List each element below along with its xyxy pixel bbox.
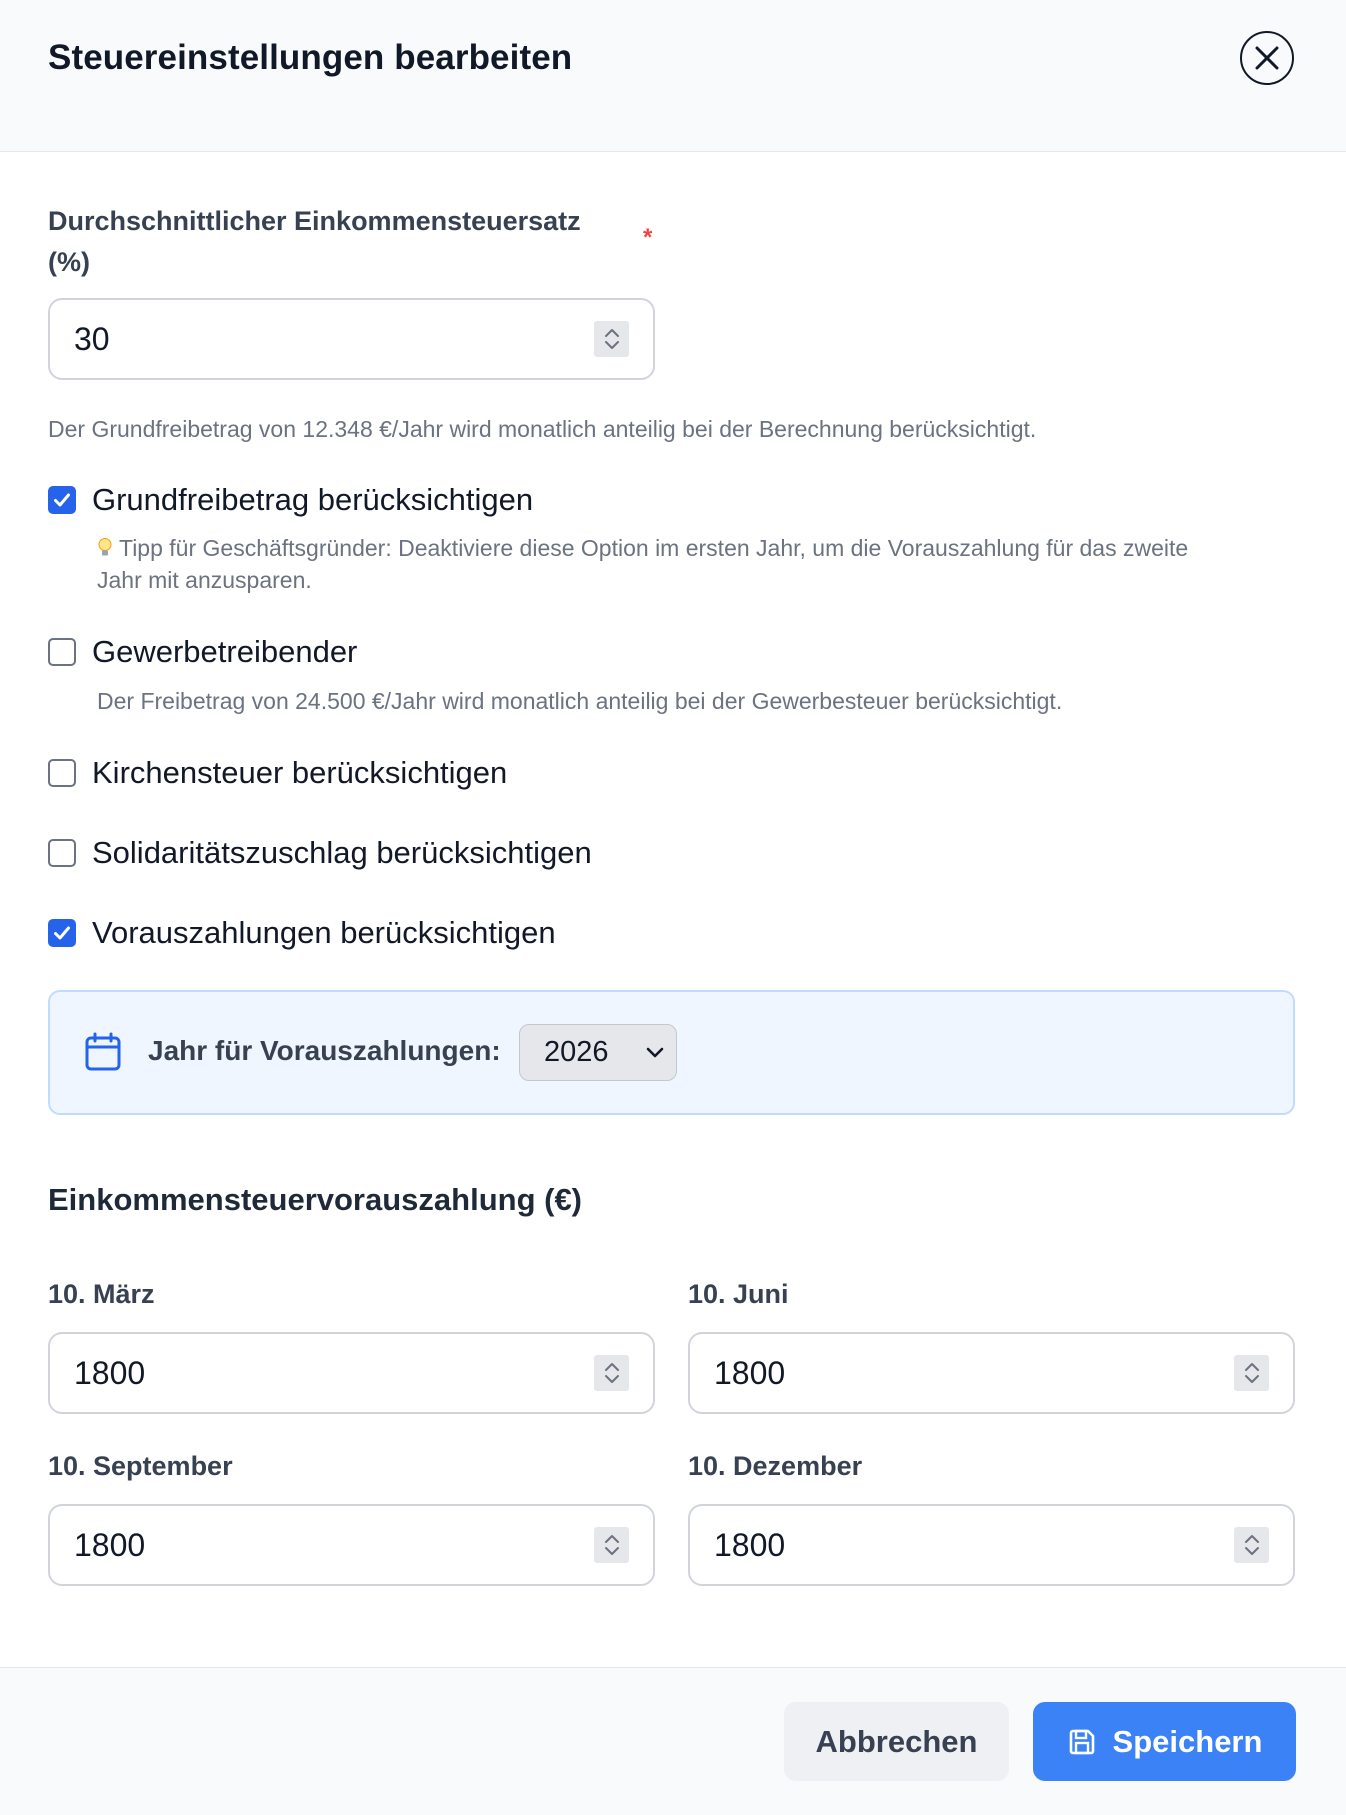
stepper-icon: [603, 1359, 621, 1387]
option-trader[interactable]: [48, 634, 357, 670]
basic-allowance-checkbox[interactable]: [48, 486, 76, 514]
september-amount-value: 1800: [74, 1527, 146, 1563]
stepper-icon: [603, 1531, 621, 1559]
september-amount-input[interactable]: [48, 1504, 655, 1586]
required-marker: *: [643, 224, 653, 251]
cancel-button-label: Abbrechen: [815, 1723, 978, 1759]
income-tax-rate-label-line1: Durchschnittlicher Einkommensteuersatz: [48, 206, 581, 236]
income-tax-rate-value: 30: [74, 321, 110, 357]
june-label: 10. Juni: [688, 1279, 789, 1309]
option-church-tax[interactable]: [48, 755, 507, 791]
option-basic-allowance[interactable]: [48, 482, 533, 518]
checkmark-icon: [52, 490, 72, 510]
option-prepayments[interactable]: [48, 915, 556, 951]
trader-checkbox[interactable]: [48, 638, 76, 666]
december-label: 10. Dezember: [688, 1451, 863, 1481]
stepper-icon: [1243, 1531, 1261, 1559]
prepayment-year-select[interactable]: [519, 1024, 677, 1081]
stepper-arrows[interactable]: [1234, 1355, 1269, 1391]
income-tax-rate-label: [48, 201, 581, 283]
basic-allowance-info: Der Grundfreibetrag von 12.348 €/Jahr wird monatlich anteilig bei der Berechnung berücksichtigt.: [48, 416, 1037, 442]
december-amount-input[interactable]: [688, 1504, 1295, 1586]
prepayments-label: Vorauszahlungen berücksichtigen: [92, 915, 556, 950]
calendar-icon: [84, 1032, 122, 1072]
dialog-header: [0, 0, 1346, 152]
basic-allowance-tip-line2: Jahr mit anzusparen.: [97, 567, 312, 593]
close-button[interactable]: [1240, 31, 1294, 85]
prepayment-section-title: Einkommensteuervorauszahlung (€): [48, 1182, 583, 1217]
stepper-arrows[interactable]: [1234, 1527, 1269, 1563]
june-amount-input[interactable]: [688, 1332, 1295, 1414]
save-button[interactable]: [1033, 1702, 1296, 1781]
september-label: 10. September: [48, 1451, 233, 1481]
december-amount-value: 1800: [714, 1527, 786, 1563]
prepayment-year-panel: [48, 990, 1295, 1115]
chevron-down-icon: [646, 1047, 664, 1059]
june-amount-value: 1800: [714, 1355, 786, 1391]
stepper-icon: [1243, 1359, 1261, 1387]
solidarity-label: Solidaritätszuschlag berücksichtigen: [92, 835, 592, 870]
lightbulb-icon: [97, 537, 113, 559]
stepper-arrows[interactable]: [594, 1527, 629, 1563]
income-tax-rate-label-line2: (%): [48, 247, 90, 277]
basic-allowance-tip-line1: Tipp für Geschäftsgründer: Deaktiviere diese Option im ersten Jahr, um die Vorauszahlung für das zweite: [119, 535, 1189, 561]
solidarity-checkbox[interactable]: [48, 839, 76, 867]
stepper-icon: [603, 325, 621, 353]
march-amount-value: 1800: [74, 1355, 146, 1391]
dialog-title: Steuereinstellungen bearbeiten: [48, 38, 573, 77]
save-icon: [1067, 1727, 1097, 1757]
trader-label: Gewerbetreibender: [92, 634, 358, 669]
cancel-button[interactable]: [784, 1702, 1009, 1781]
basic-allowance-tip: [97, 532, 1188, 596]
church-tax-checkbox[interactable]: [48, 759, 76, 787]
stepper-arrows[interactable]: [594, 1355, 629, 1391]
option-solidarity[interactable]: [48, 835, 592, 871]
march-label: 10. März: [48, 1279, 155, 1309]
save-button-label: Speichern: [1112, 1723, 1263, 1759]
prepayment-year-label: Jahr für Vorauszahlungen:: [148, 1035, 501, 1066]
dialog-footer: [0, 1667, 1346, 1815]
checkmark-icon: [52, 923, 72, 943]
trader-hint: Der Freibetrag von 24.500 €/Jahr wird monatlich anteilig bei der Gewerbesteuer berücksichtigt.: [97, 688, 1063, 714]
prepayments-checkbox[interactable]: [48, 919, 76, 947]
prepayment-year-value: 2026: [544, 1036, 609, 1068]
church-tax-label: Kirchensteuer berücksichtigen: [92, 755, 508, 790]
close-icon: [1253, 44, 1281, 72]
income-tax-rate-input[interactable]: [48, 298, 655, 380]
basic-allowance-label: Grundfreibetrag berücksichtigen: [92, 482, 534, 517]
stepper-arrows[interactable]: [594, 321, 629, 357]
march-amount-input[interactable]: [48, 1332, 655, 1414]
